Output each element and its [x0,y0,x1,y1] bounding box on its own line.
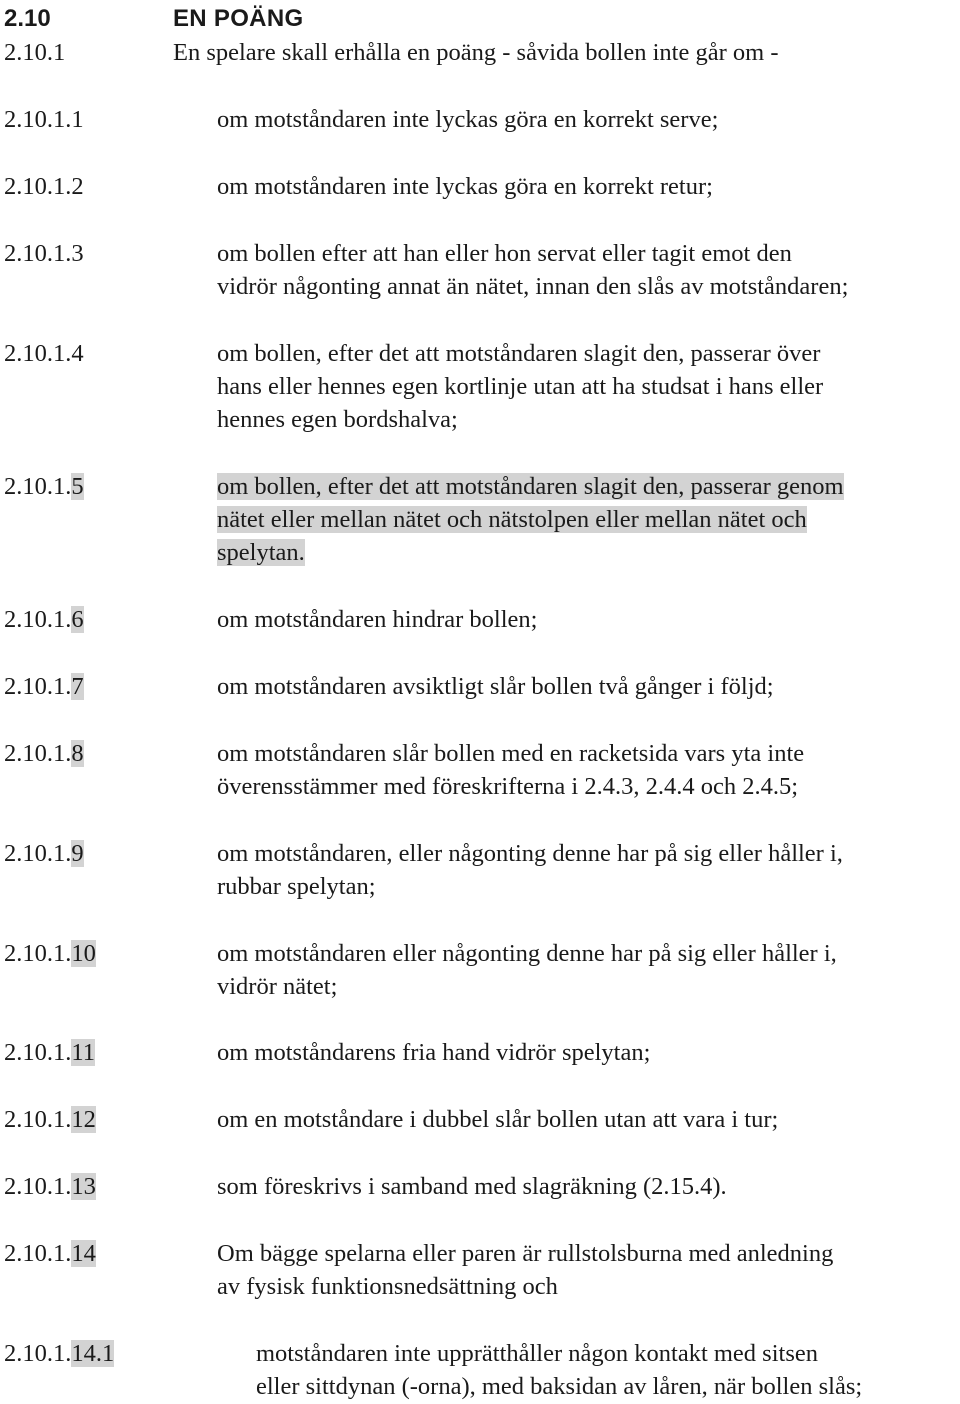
rule-number-head: 2.10.1. [4,1240,72,1267]
rule-text-line: om motståndaren hindrar bollen; [217,606,538,633]
rule-number [4,103,84,136]
rule-text-line: om motståndaren eller någonting denne har på sig eller håller i, [217,940,837,967]
rule-number-head: 2.10.1. [4,740,72,767]
section-number: 2.10 [4,5,51,32]
rule-number-head: 2.10.1. [4,473,72,500]
rule-number-tail: 13 [71,1173,96,1200]
intro-number: 2.10.1 [4,39,66,66]
rule-text-line [217,536,305,569]
subrule-text-line: motståndaren inte upprätthåller någon kontakt med sitsen [256,1340,818,1367]
rule-text-line [217,470,844,503]
rule-number [4,937,96,970]
rule-number-head: 2.10.1. [4,340,72,367]
rule-number [4,237,84,270]
rule-text-line: om motståndarens fria hand vidrör spelytan; [217,1039,651,1066]
rule-text-line: vidrör någonting annat än nätet, innan den slås av motståndaren; [217,273,849,300]
rule-number-tail: 9 [71,840,84,867]
rule-number-head: 2.10.1. [4,240,72,267]
rule-number-head: 2.10.1. [4,673,72,700]
rule-number [4,470,84,503]
rule-number-head: 2.10.1. [4,1173,72,1200]
rule-number [4,1170,96,1203]
highlighted-text: spelytan. [217,539,305,566]
rule-number-head: 2.10.1. [4,1340,72,1367]
rule-number-tail: 4 [71,340,84,367]
rule-number-head: 2.10.1. [4,840,72,867]
rule-text-line: om bollen, efter det att motståndaren slagit den, passerar över [217,340,821,367]
highlighted-text: om bollen, efter det att motståndaren slagit den, passerar genom [217,473,844,500]
rule-number [4,1237,96,1270]
rule-number [4,670,84,703]
rule-number [4,1036,95,1069]
rule-text-line: av fysisk funktionsnedsättning och [217,1273,558,1300]
rule-text-line: om en motståndare i dubbel slår bollen utan att vara i tur; [217,1106,779,1133]
rule-text-line: om motståndaren, eller någonting denne har på sig eller håller i, [217,840,843,867]
rule-number-tail: 12 [71,1106,96,1133]
rule-number-head: 2.10.1. [4,173,72,200]
rule-number-tail: 11 [71,1039,95,1066]
rule-text-line: vidrör nätet; [217,973,338,1000]
subrule-text-line: eller sittdynan (-orna), med baksidan av låren, när bollen slås; [256,1373,863,1400]
rule-text-line [217,503,807,536]
rule-number-tail: 5 [71,473,84,500]
rule-number [4,1103,96,1136]
subrule-number [4,1337,114,1370]
rule-number-head: 2.10.1. [4,1106,72,1133]
rule-text-line: rubbar spelytan; [217,873,376,900]
rule-number [4,837,84,870]
section-title: EN POÄNG [173,5,304,32]
rule-text-line: Om bägge spelarna eller paren är rullstolsburna med anledning [217,1240,834,1267]
rule-number [4,737,84,770]
rule-number-tail: 10 [71,940,96,967]
rule-number-head: 2.10.1. [4,106,72,133]
rule-number-tail: 2 [71,173,84,200]
rule-number-tail: 14.1 [71,1340,115,1367]
rule-text-line: hans eller hennes egen kortlinje utan att ha studsat i hans eller [217,373,824,400]
intro-text: En spelare skall erhålla en poäng - såvida bollen inte går om - [173,39,779,66]
rule-text-line: om motståndaren avsiktligt slår bollen två gånger i följd; [217,673,774,700]
rule-text-line: överensstämmer med föreskrifterna i 2.4.3, 2.4.4 och 2.4.5; [217,773,799,800]
rule-number-head: 2.10.1. [4,940,72,967]
rule-text-line: om motståndaren slår bollen med en racketsida vars yta inte [217,740,805,767]
rule-number-tail: 1 [71,106,84,133]
rule-number [4,337,84,370]
rule-number-tail: 3 [71,240,84,267]
rule-number-tail: 6 [71,606,84,633]
rule-number [4,170,84,203]
rule-text-line: om bollen efter att han eller hon servat eller tagit emot den [217,240,792,267]
rule-number [4,603,84,636]
rule-number-tail: 7 [71,673,84,700]
rule-text-line: om motståndaren inte lyckas göra en korrekt retur; [217,173,713,200]
highlighted-text: nätet eller mellan nätet och nätstolpen eller mellan nätet och [217,506,807,533]
rule-text-line: om motståndaren inte lyckas göra en korrekt serve; [217,106,719,133]
rule-text-line: som föreskrivs i samband med slagräkning (2.15.4). [217,1173,727,1200]
rule-text-line: hennes egen bordshalva; [217,406,458,433]
rule-number-head: 2.10.1. [4,606,72,633]
rule-number-head: 2.10.1. [4,1039,72,1066]
rule-number-tail: 8 [71,740,84,767]
rule-number-tail: 14 [71,1240,96,1267]
